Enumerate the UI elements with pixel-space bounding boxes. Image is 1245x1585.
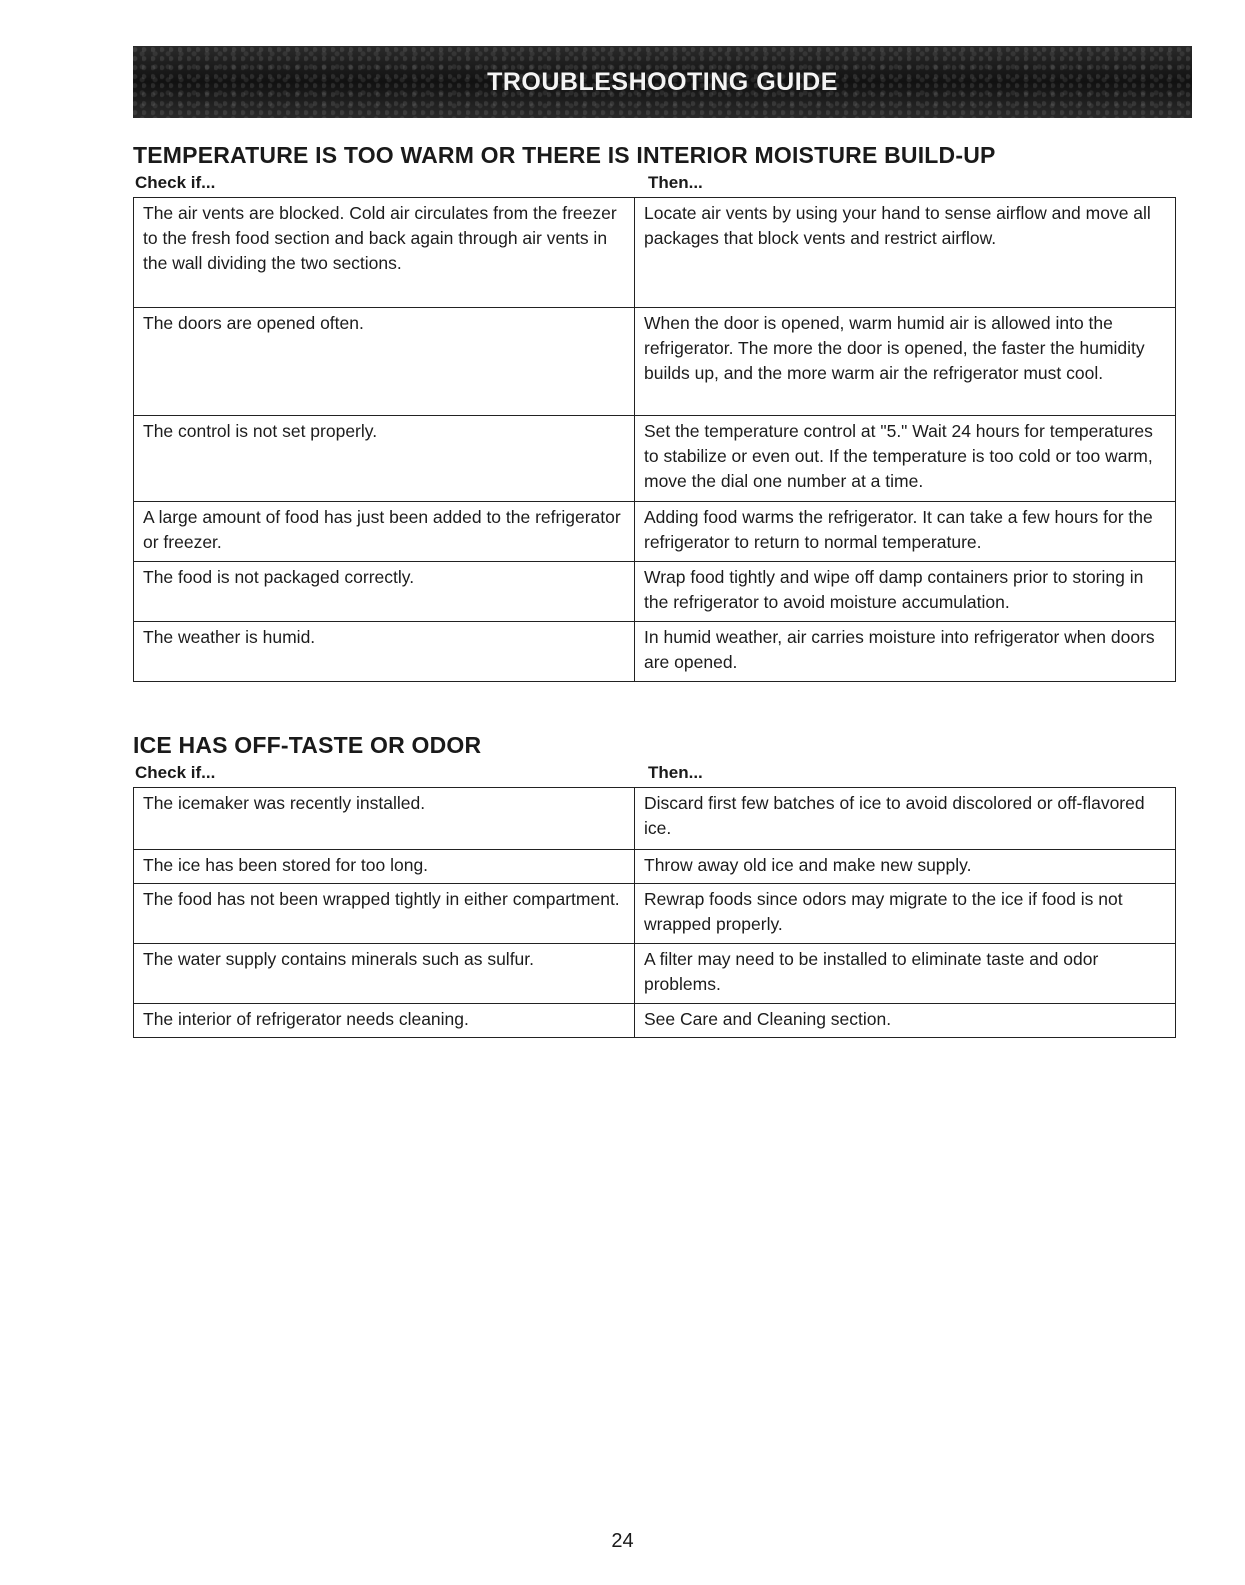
table-row [134,1004,1176,1038]
section-title: TEMPERATURE IS TOO WARM OR THERE IS INTERIOR MOISTURE BUILD-UP [133,142,996,168]
then-cell: Wrap food tightly and wipe off damp containers prior to storing in the refrigerator to avoid moisture accumulation. [635,562,1176,622]
then-header: Then... [648,173,703,192]
check-cell: The water supply contains minerals such as sulfur. [134,944,635,1004]
troubleshooting-table [133,197,1176,682]
page-banner [133,46,1192,118]
then-header: Then... [648,763,703,782]
then-cell: Locate air vents by using your hand to sense airflow and move all packages that block vents and restrict airflow. [635,198,1176,308]
table-row [134,562,1176,622]
table-row [134,198,1176,308]
table-row [134,850,1176,884]
table-row [134,788,1176,850]
table-row [134,502,1176,562]
table-row [134,416,1176,502]
check-cell: The food has not been wrapped tightly in either compartment. [134,884,635,944]
check-cell: The food is not packaged correctly. [134,562,635,622]
table-row [134,622,1176,682]
then-cell: Rewrap foods since odors may migrate to the ice if food is not wrapped properly. [635,884,1176,944]
section-title: ICE HAS OFF-TASTE OR ODOR [133,732,482,758]
check-cell: The icemaker was recently installed. [134,788,635,850]
then-cell: Set the temperature control at "5." Wait 24 hours for temperatures to stabilize or even out. If the temperature is too cold or too warm, move the dial one number at a time. [635,416,1176,502]
then-cell: See Care and Cleaning section. [635,1004,1176,1038]
section-temperature-too-warm [133,142,1176,682]
table-row [134,944,1176,1004]
check-cell: The doors are opened often. [134,308,635,416]
section-ice-off-taste [133,732,1176,1038]
page-number: 24 [611,1530,634,1552]
then-cell: Adding food warms the refrigerator. It can take a few hours for the refrigerator to return to normal temperature. [635,502,1176,562]
check-cell: A large amount of food has just been added to the refrigerator or freezer. [134,502,635,562]
column-headers [133,173,1176,195]
then-cell: A filter may need to be installed to eliminate taste and odor problems. [635,944,1176,1004]
then-cell: In humid weather, air carries moisture into refrigerator when doors are opened. [635,622,1176,682]
check-cell: The air vents are blocked. Cold air circulates from the freezer to the fresh food section and back again through air vents in the wall dividing the two sections. [134,198,635,308]
then-cell: Discard first few batches of ice to avoid discolored or off-flavored ice. [635,788,1176,850]
table-row [134,884,1176,944]
then-cell: When the door is opened, warm humid air is allowed into the refrigerator. The more the door is opened, the faster the humidity builds up, and the more warm air the refrigerator must cool. [635,308,1176,416]
column-headers [133,763,1176,785]
check-cell: The interior of refrigerator needs cleaning. [134,1004,635,1038]
banner-title: TROUBLESHOOTING GUIDE [487,67,838,96]
check-cell: The control is not set properly. [134,416,635,502]
check-cell: The ice has been stored for too long. [134,850,635,884]
table-row [134,308,1176,416]
check-if-header: Check if... [135,173,216,192]
check-cell: The weather is humid. [134,622,635,682]
check-if-header: Check if... [135,763,216,782]
then-cell: Throw away old ice and make new supply. [635,850,1176,884]
troubleshooting-table [133,787,1176,1038]
